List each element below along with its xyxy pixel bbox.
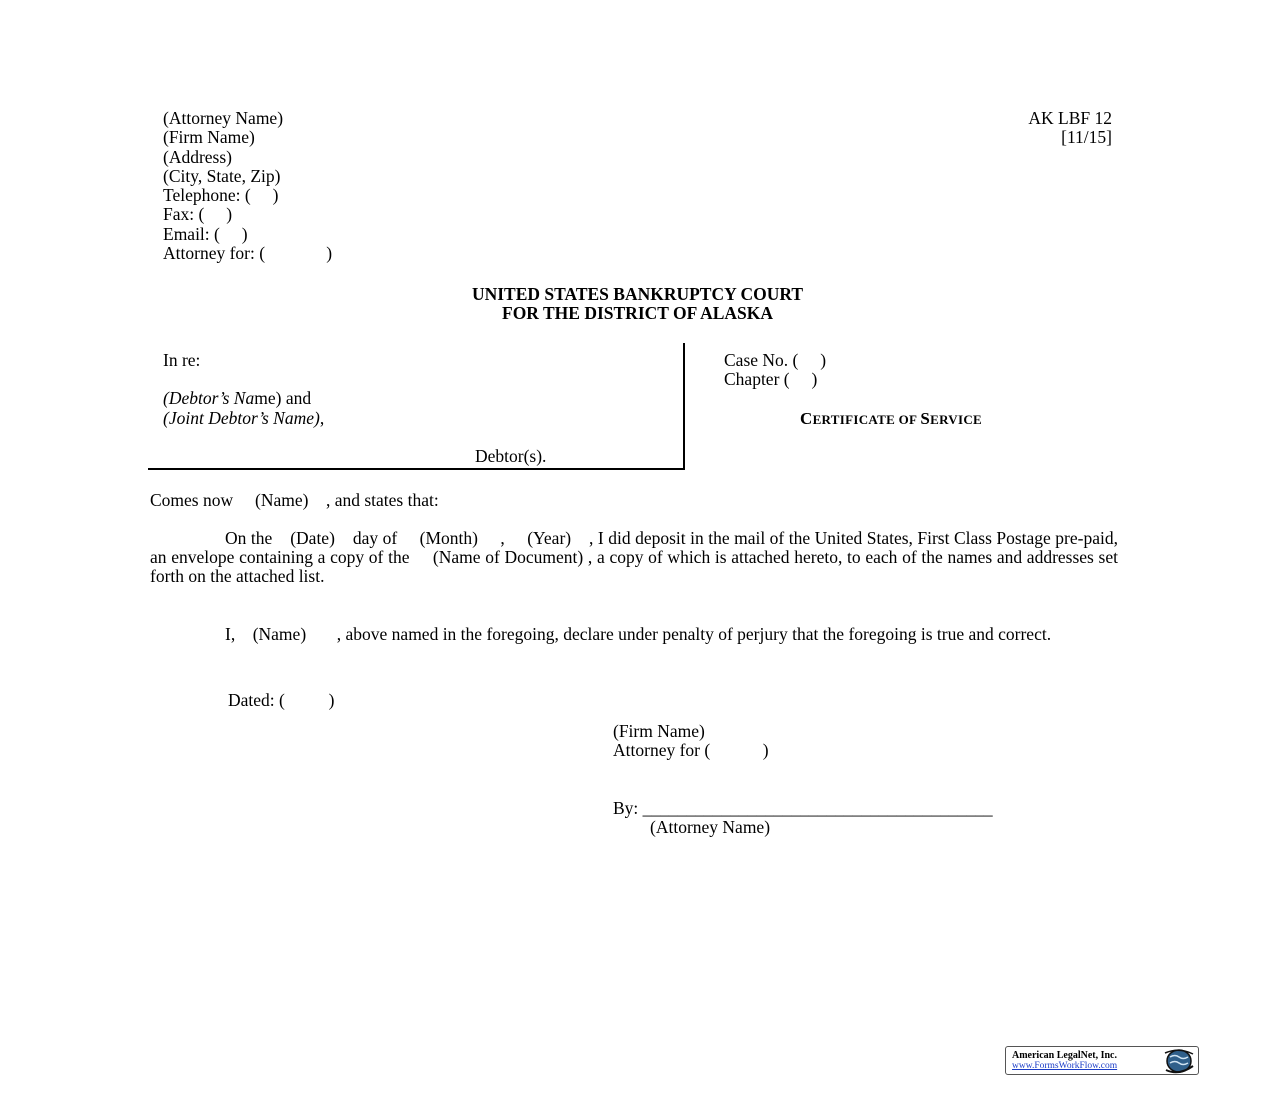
form-revision: [11/15] [1061, 127, 1112, 148]
declaration-paragraph: I, (Name) , above named in the foregoing, declare under penalty of perjury that the foregoing is true and correct. [225, 624, 1052, 644]
caption-divider-horizontal [148, 468, 685, 470]
dated: Dated: ( ) [228, 690, 335, 710]
joint-debtor-name: (Joint Debtor’s Name), [163, 408, 325, 428]
debtor-name: (Debtor’s Name) and [163, 388, 312, 408]
badge-company: American LegalNet, Inc. [1012, 1050, 1117, 1061]
attorney-name: (Attorney Name) [163, 108, 284, 128]
court-name: UNITED STATES BANKRUPTCY COURT [471, 284, 804, 304]
attorney-header-block [163, 109, 332, 263]
signature-firm-name: (Firm Name) [613, 721, 705, 741]
city-state-zip: (City, State, Zip) [163, 165, 281, 186]
signature-block [613, 722, 769, 761]
fax: Fax: ( ) [163, 204, 233, 225]
signature-line: By: ________________________________________ [613, 798, 993, 818]
email: Email: ( ) [163, 223, 248, 244]
document-title: CERTIFICATE OF SERVICE [800, 409, 983, 428]
court-heading [0, 285, 1275, 324]
attorney-for: Attorney for: ( ) [163, 243, 333, 264]
in-re: In re: [163, 350, 201, 370]
caption-divider-vertical [683, 343, 685, 470]
case-number: Case No. ( ) [724, 350, 827, 370]
badge-url[interactable]: www.FormsWorkFlow.com [1012, 1061, 1118, 1071]
signature-attorney-name: (Attorney Name) [650, 817, 771, 837]
debtors-label: Debtor(s). [475, 446, 547, 466]
form-id-block [1028, 109, 1112, 148]
court-district: FOR THE DISTRICT OF ALASKA [502, 303, 773, 324]
telephone: Telephone: ( ) [163, 185, 279, 206]
legalnet-badge[interactable] [1005, 1046, 1199, 1075]
service-paragraph: On the (Date) day of (Month) , (Year) , I did deposit in the mail of the United States, First Class Postage pre-paid, an envelope containing a copy of the (Name of Document) , a copy of which is attached hereto, to each of the names and addresses set forth on the attached list. [150, 528, 1123, 587]
firm-name: (Firm Name) [163, 127, 255, 148]
form-id: AK LBF 12 [1028, 108, 1112, 128]
signature-attorney-for: Attorney for ( ) [613, 740, 769, 761]
chapter: Chapter ( ) [724, 369, 818, 389]
address: (Address) [163, 146, 233, 167]
comes-now: Comes now (Name) , and states that: [150, 490, 439, 510]
globe-logo-icon [1162, 1048, 1196, 1074]
